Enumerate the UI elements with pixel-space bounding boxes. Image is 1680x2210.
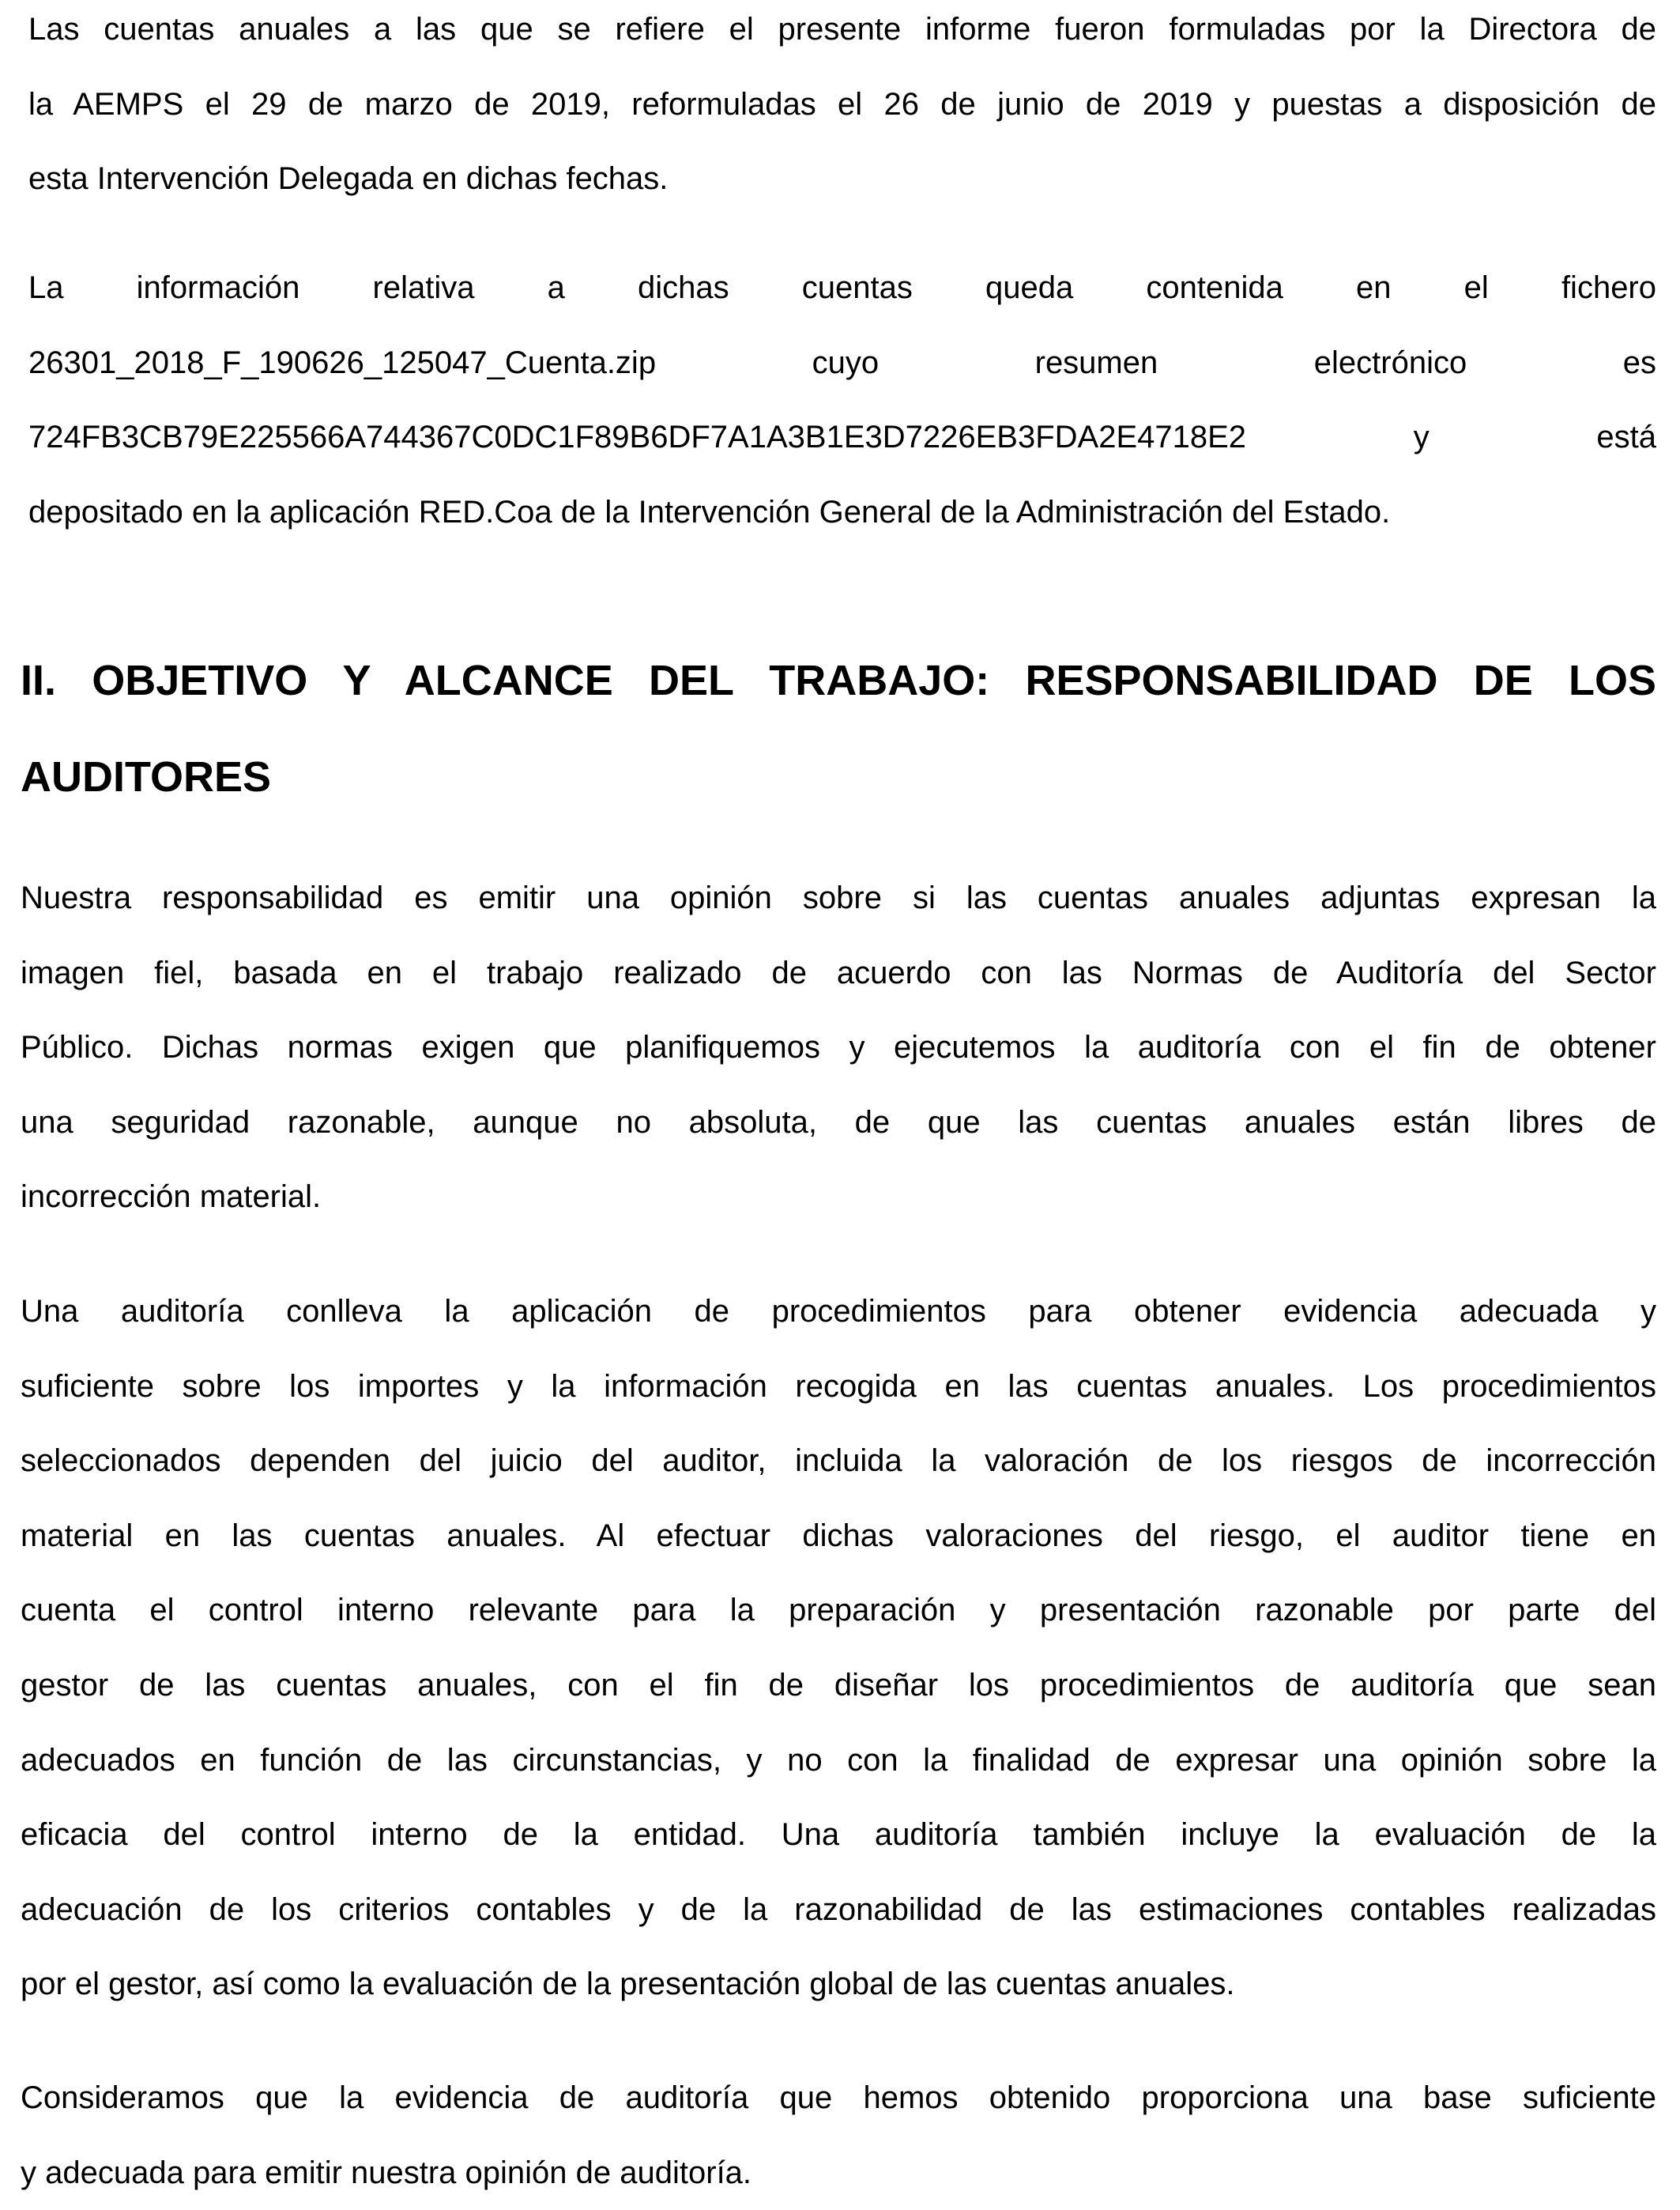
paragraph-cuentas-formuladas bbox=[28, 0, 1656, 217]
document-page bbox=[21, 0, 1656, 2194]
text-line: La información relativa a dichas cuentas queda contenida en el fichero bbox=[28, 270, 1656, 305]
text-line: la AEMPS el 29 de marzo de 2019, reformuladas el 26 de junio de 2019 y puestas a disposición de bbox=[28, 86, 1656, 122]
paragraph-informacion-fichero bbox=[28, 251, 1656, 549]
text-line: cuenta el control interno relevante para la preparación y presentación razonable por parte del bbox=[21, 1593, 1656, 1628]
paragraph-responsabilidad bbox=[21, 861, 1656, 1235]
text-line: eficacia del control interno de la entidad. Una auditoría también incluye la evaluación de la bbox=[21, 1817, 1656, 1853]
text-line: Público. Dichas normas exigen que planifiquemos y ejecutemos la auditoría con el fin de obtener bbox=[21, 1030, 1656, 1065]
text-line: Nuestra responsabilidad es emitir una opinión sobre si las cuentas anuales adjuntas expresan la bbox=[21, 881, 1656, 915]
text-line: Las cuentas anuales a las que se refiere el presente informe fueron formuladas por la Directora de bbox=[28, 12, 1656, 47]
heading-line: AUDITORES bbox=[21, 753, 272, 801]
text-line: imagen fiel, basada en el trabajo realizado de acuerdo con las Normas de Auditoría del Sector bbox=[21, 955, 1656, 990]
text-line: 724FB3CB79E225566A744367C0DC1F89B6DF7A1A3B1E3D7226EB3FDA2E4718E2 y está bbox=[28, 420, 1656, 455]
text-line: suficiente sobre los importes y la información recogida en las cuentas anuales. Los procedimientos bbox=[21, 1368, 1656, 1404]
text-line: Consideramos que la evidencia de auditoría que hemos obtenido proporciona una base suficiente bbox=[21, 2080, 1656, 2115]
text-line: Una auditoría conlleva la aplicación de procedimientos para obtener evidencia adecuada y bbox=[21, 1294, 1656, 1329]
text-line: gestor de las cuentas anuales, con el fin de diseñar los procedimientos de auditoría que sean bbox=[21, 1667, 1656, 1703]
text-line: material en las cuentas anuales. Al efectuar dichas valoraciones del riesgo, el auditor tiene en bbox=[21, 1518, 1656, 1553]
text-line: y adecuada para emitir nuestra opinión de auditoría. bbox=[21, 2155, 752, 2190]
text-line: incorrección material. bbox=[21, 1179, 322, 1215]
text-line: adecuados en función de las circunstancias, y no con la finalidad de expresar una opinión sobre la bbox=[21, 1742, 1656, 1778]
text-line: 26301_2018_F_190626_125047_Cuenta.zip cuyo resumen electrónico es bbox=[28, 345, 1656, 380]
text-line: seleccionados dependen del juicio del auditor, incluida la valoración de los riesgos de incorrección bbox=[21, 1443, 1656, 1479]
paragraph-conclusion bbox=[21, 2061, 1656, 2210]
paragraph-procedimientos bbox=[21, 1274, 1656, 2022]
text-line: adecuación de los criterios contables y de la razonabilidad de las estimaciones contables realizadas bbox=[21, 1891, 1656, 1927]
heading-line: II. OBJETIVO Y ALCANCE DEL TRABAJO: RESPONSABILIDAD DE LOS bbox=[21, 657, 1656, 704]
text-line: por el gestor, así como la evaluación de la presentación global de las cuentas anuales. bbox=[21, 1967, 1235, 2002]
text-line: esta Intervención Delegada en dichas fechas. bbox=[28, 161, 669, 197]
text-line: una seguridad razonable, aunque no absoluta, de que las cuentas anuales están libres de bbox=[21, 1104, 1656, 1140]
section-heading bbox=[21, 632, 1656, 825]
text-line: depositado en la aplicación RED.Coa de la Intervención General de la Administración del Estado. bbox=[28, 494, 1391, 530]
